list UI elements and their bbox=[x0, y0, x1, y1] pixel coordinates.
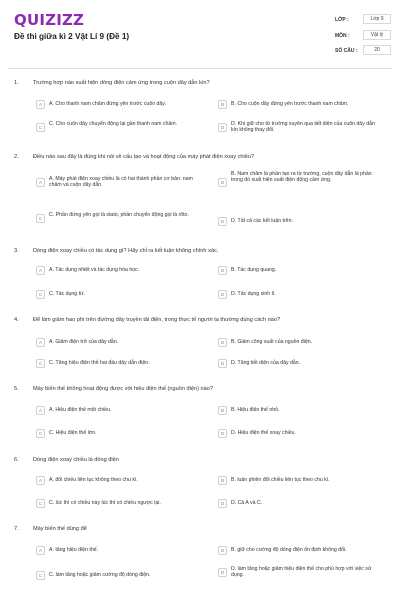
option-text: D. Tác dụng sinh lí. bbox=[231, 291, 276, 297]
option-letter: C bbox=[36, 123, 45, 132]
option-d[interactable] bbox=[215, 425, 390, 443]
option-d[interactable] bbox=[215, 286, 390, 304]
option-text: C. Cho cuộn dây chuyển động lại gần thanh nam châm. bbox=[49, 121, 178, 127]
option-b[interactable] bbox=[215, 334, 390, 352]
option-b[interactable] bbox=[215, 542, 390, 560]
option-text: B. giữ cho cường độ dòng điện ổn định không đổi. bbox=[231, 547, 347, 553]
option-c[interactable] bbox=[33, 425, 208, 443]
option-letter: B bbox=[218, 338, 227, 347]
question-number: 6. bbox=[14, 457, 19, 463]
option-letter: D bbox=[218, 499, 227, 508]
option-a[interactable] bbox=[33, 262, 208, 280]
option-letter: D bbox=[218, 217, 227, 226]
option-letter: D bbox=[218, 290, 227, 299]
option-letter: A bbox=[36, 546, 45, 555]
option-text: A. Máy phát điện xoay chiều là có hai thành phần cơ bản: nam châm và cuộn dây dẫn. bbox=[49, 176, 193, 189]
question-number: 3. bbox=[14, 248, 19, 254]
option-letter: B bbox=[218, 406, 227, 415]
option-letter: D bbox=[218, 568, 227, 577]
option-text: C. Tác dụng từ. bbox=[49, 291, 85, 297]
option-text: C. Tăng hiệu điện thế hai đầu dây dẫn điện. bbox=[49, 360, 150, 366]
option-text: B. Hiệu điện thế nhỏ. bbox=[231, 407, 280, 413]
meta-count-label: SỐ CÂU : bbox=[335, 48, 358, 54]
option-letter: D bbox=[218, 123, 227, 132]
question-number: 1. bbox=[14, 80, 19, 86]
option-letter: C bbox=[36, 429, 45, 438]
option-text: B. Nam châm là phần tạo ra từ trường, cuộn dây dẫn là phần trong đó xuất hiện suất điện động cảm ứng. bbox=[231, 171, 372, 184]
option-letter: A bbox=[36, 476, 45, 485]
page-title: Đề thi giữa kì 2 Vật Lí 9 (Đề 1) bbox=[14, 32, 130, 41]
question-text: Trường hợp nào xuất hiện dòng điện cảm ứng trong cuộn dây dẫn kín? bbox=[33, 80, 210, 86]
option-a[interactable] bbox=[33, 472, 208, 490]
option-b[interactable] bbox=[215, 96, 390, 114]
option-text: B. Tác dụng quang. bbox=[231, 267, 277, 273]
option-letter: B bbox=[218, 100, 227, 109]
option-a[interactable] bbox=[33, 174, 208, 192]
option-a[interactable] bbox=[33, 542, 208, 560]
option-text: D. Tăng tiết diện của dây dẫn. bbox=[231, 360, 301, 366]
option-text: D. Tất cả các kết luận trên. bbox=[231, 218, 293, 224]
option-letter: C bbox=[36, 359, 45, 368]
option-text: D. Cả A và C. bbox=[231, 500, 263, 506]
question-text: Dòng điện xoay chiều là dòng điện bbox=[33, 457, 119, 463]
question-text: Máy biến thế dùng để bbox=[33, 526, 87, 532]
option-b[interactable] bbox=[215, 171, 390, 195]
question-number: 7. bbox=[14, 526, 19, 532]
option-letter: C bbox=[36, 214, 45, 223]
meta-grade-label: LỚP : bbox=[335, 17, 349, 23]
option-letter: B bbox=[218, 266, 227, 275]
option-letter: A bbox=[36, 178, 45, 187]
option-letter: B bbox=[218, 178, 227, 187]
option-text: A. Tác dụng nhiệt và tác dụng hóa học. bbox=[49, 267, 140, 273]
option-c[interactable] bbox=[33, 210, 208, 228]
option-a[interactable] bbox=[33, 402, 208, 420]
meta-subject-label: MÔN : bbox=[335, 33, 350, 39]
option-b[interactable] bbox=[215, 402, 390, 420]
header-divider bbox=[8, 68, 392, 69]
option-d[interactable] bbox=[215, 564, 390, 582]
meta-subject-value: Vật lý bbox=[363, 30, 391, 40]
option-letter: C bbox=[36, 571, 45, 580]
option-text: A. Cho thanh nam châm đứng yên trước cuộn dây. bbox=[49, 101, 166, 107]
option-d[interactable] bbox=[215, 355, 390, 373]
option-text: C. Hiệu điện thế lớn. bbox=[49, 430, 97, 436]
question-number: 2. bbox=[14, 154, 19, 160]
option-letter: C bbox=[36, 499, 45, 508]
option-letter: A bbox=[36, 266, 45, 275]
option-text: D. Hiệu điện thế xoay chiều. bbox=[231, 430, 296, 436]
header bbox=[0, 0, 400, 68]
question-text: Dòng điện xoay chiều có tác dụng gì? Hãy chỉ ra kết luận không chính xác. bbox=[33, 248, 219, 254]
option-text: D. làm tăng hoặc giảm hiệu điện thế cho phù hợp với việc sử dụng. bbox=[231, 566, 372, 579]
option-text: D. Khi giữ cho từ trường xuyên qua tiết diện của cuộn dây dẫn kín không thay đổi. bbox=[231, 121, 375, 134]
option-c[interactable] bbox=[33, 495, 208, 513]
option-text: A. đổi chiều liên tục không theo chu kì. bbox=[49, 477, 138, 483]
meta-count-value: 20 bbox=[363, 45, 391, 55]
option-d[interactable] bbox=[215, 119, 390, 137]
option-d[interactable] bbox=[215, 213, 390, 231]
question-number: 5. bbox=[14, 386, 19, 392]
option-letter: C bbox=[36, 290, 45, 299]
question-number: 4. bbox=[14, 317, 19, 323]
question-text: Để làm giảm hao phí trên đường dây truyền tải điện, trong thực tế người ta thường dùng cách nào? bbox=[33, 317, 281, 323]
option-d[interactable] bbox=[215, 495, 390, 513]
option-letter: D bbox=[218, 359, 227, 368]
option-a[interactable] bbox=[33, 334, 208, 352]
option-text: C. Phần đứng yên gọi là stato, phần chuyển động gọi là rôto. bbox=[49, 212, 189, 218]
question-text: Máy biến thế không hoạt động được với hiệu điện thế (nguồn điện) nào? bbox=[33, 386, 213, 392]
option-text: A. Hiệu điện thế một chiều. bbox=[49, 407, 112, 413]
option-text: B. Cho cuộn dây đứng yên trước thanh nam châm. bbox=[231, 101, 349, 107]
question-text: Điều nào sau đây là đúng khi nói về cấu tạo và hoạt động của máy phát điện xoay chiều? bbox=[33, 154, 255, 160]
option-text: A. Giảm điện trở của dây dẫn. bbox=[49, 339, 119, 345]
option-text: C. làm tăng hoặc giảm cường độ dòng điện. bbox=[49, 572, 151, 578]
option-c[interactable] bbox=[33, 567, 208, 585]
option-letter: A bbox=[36, 100, 45, 109]
meta-grade-value: Lớp 9 bbox=[363, 14, 391, 24]
option-letter: D bbox=[218, 429, 227, 438]
option-c[interactable] bbox=[33, 286, 208, 304]
option-b[interactable] bbox=[215, 262, 390, 280]
option-c[interactable] bbox=[33, 355, 208, 373]
option-text: B. luân phiên đổi chiều liên tục theo chu kì. bbox=[231, 477, 330, 483]
option-letter: A bbox=[36, 338, 45, 347]
quizizz-logo: QUIZIZZ bbox=[14, 11, 85, 29]
option-text: A. tăng hiệu điện thế. bbox=[49, 547, 99, 553]
option-c[interactable] bbox=[33, 119, 208, 137]
option-text: B. Giảm công suất của nguồn điện. bbox=[231, 339, 313, 345]
option-letter: A bbox=[36, 406, 45, 415]
option-text: C. lúc thì có chiều này lúc thì có chiều ngược lại. bbox=[49, 500, 161, 506]
option-letter: B bbox=[218, 476, 227, 485]
option-a[interactable] bbox=[33, 96, 208, 114]
option-letter: B bbox=[218, 546, 227, 555]
option-b[interactable] bbox=[215, 472, 390, 490]
